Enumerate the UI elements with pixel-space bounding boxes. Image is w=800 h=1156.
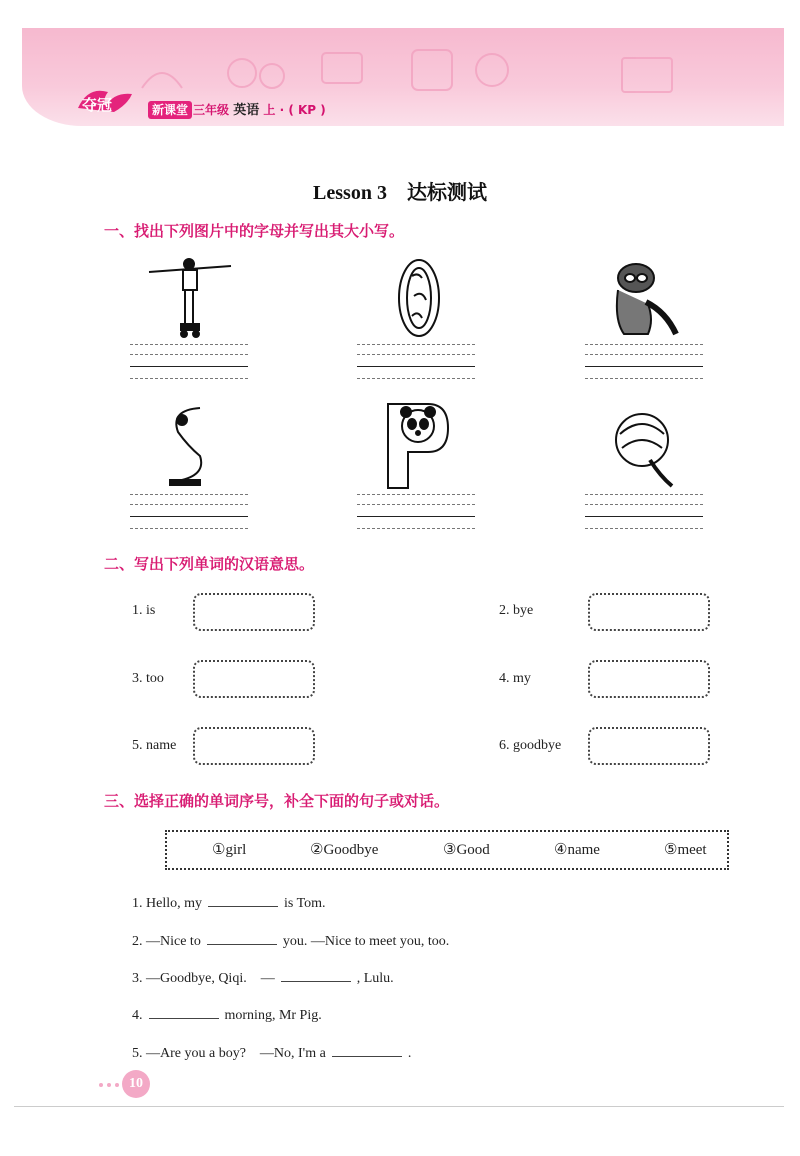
word-label-1: 1. is (132, 603, 156, 618)
option-2: ②Goodbye (310, 842, 379, 858)
question-1: 1. Hello, my is Tom. (132, 892, 326, 912)
answer-box-4[interactable] (588, 660, 710, 698)
word-label-5: 5. name (132, 738, 177, 753)
letter-t-skateboarder-picture (145, 256, 235, 340)
option-4: ④name (554, 842, 600, 858)
subject-label: 英语 (233, 103, 260, 118)
letter-r-raccoon-picture (606, 256, 682, 340)
question-4: 4. morning, Mr Pig. (132, 1004, 322, 1024)
header-course-info (193, 101, 326, 120)
word-label-3: 3. too (132, 671, 164, 686)
answer-box-3[interactable] (193, 660, 315, 698)
answer-box-5[interactable] (193, 727, 315, 765)
letter-q-armadillo-picture (610, 404, 680, 490)
letter-p-panda-picture (384, 400, 450, 492)
word-label-4: 4. my (499, 671, 531, 686)
brand-name: 新课堂 (148, 101, 192, 119)
option-1: ①girl (212, 842, 247, 858)
answer-box-1[interactable] (193, 593, 315, 631)
answer-blank-3[interactable] (281, 967, 351, 982)
write-lines-6[interactable] (585, 494, 703, 532)
answer-box-2[interactable] (588, 593, 710, 631)
answer-box-6[interactable] (588, 727, 710, 765)
grade-label: 三年级 (193, 103, 230, 117)
question-5: 5. —Are you a boy? —No, I'm a . (132, 1042, 411, 1062)
question-3: 3. —Goodbye, Qiqi. — , Lulu. (132, 967, 394, 987)
write-lines-1[interactable] (130, 344, 248, 382)
section-3-heading: 三、选择正确的单词序号，补全下面的句子或对话。 (104, 792, 450, 810)
word-label-2: 2. bye (499, 603, 534, 618)
section-1-heading: 一、找出下列图片中的字母并写出其大小写。 (104, 222, 405, 240)
write-lines-4[interactable] (130, 494, 248, 532)
write-lines-2[interactable] (357, 344, 475, 382)
page-title: Lesson 3 达标测试 (313, 182, 487, 204)
write-lines-3[interactable] (585, 344, 703, 382)
write-lines-5[interactable] (357, 494, 475, 532)
page-number-dots (98, 1082, 122, 1088)
letter-o-leaf-picture (394, 256, 444, 340)
word-label-6: 6. goodbye (499, 738, 562, 753)
page-number: 10 (122, 1070, 150, 1098)
answer-blank-2[interactable] (207, 930, 277, 945)
question-2: 2. —Nice to you. —Nice to meet you, too. (132, 930, 449, 950)
volume-label: 上 · ( KP ) (263, 103, 326, 117)
option-5: ⑤meet (664, 842, 707, 858)
svg-text:夺冠: 夺冠 (82, 96, 113, 114)
option-3: ③Good (443, 842, 490, 858)
answer-blank-5[interactable] (332, 1042, 402, 1057)
section-2-heading: 二、写出下列单词的汉语意思。 (104, 555, 315, 573)
answer-blank-1[interactable] (208, 892, 278, 907)
brand-logo (74, 86, 148, 122)
letter-s-skater-picture (160, 400, 220, 490)
footer-divider (14, 1106, 784, 1107)
answer-blank-4[interactable] (149, 1004, 219, 1019)
